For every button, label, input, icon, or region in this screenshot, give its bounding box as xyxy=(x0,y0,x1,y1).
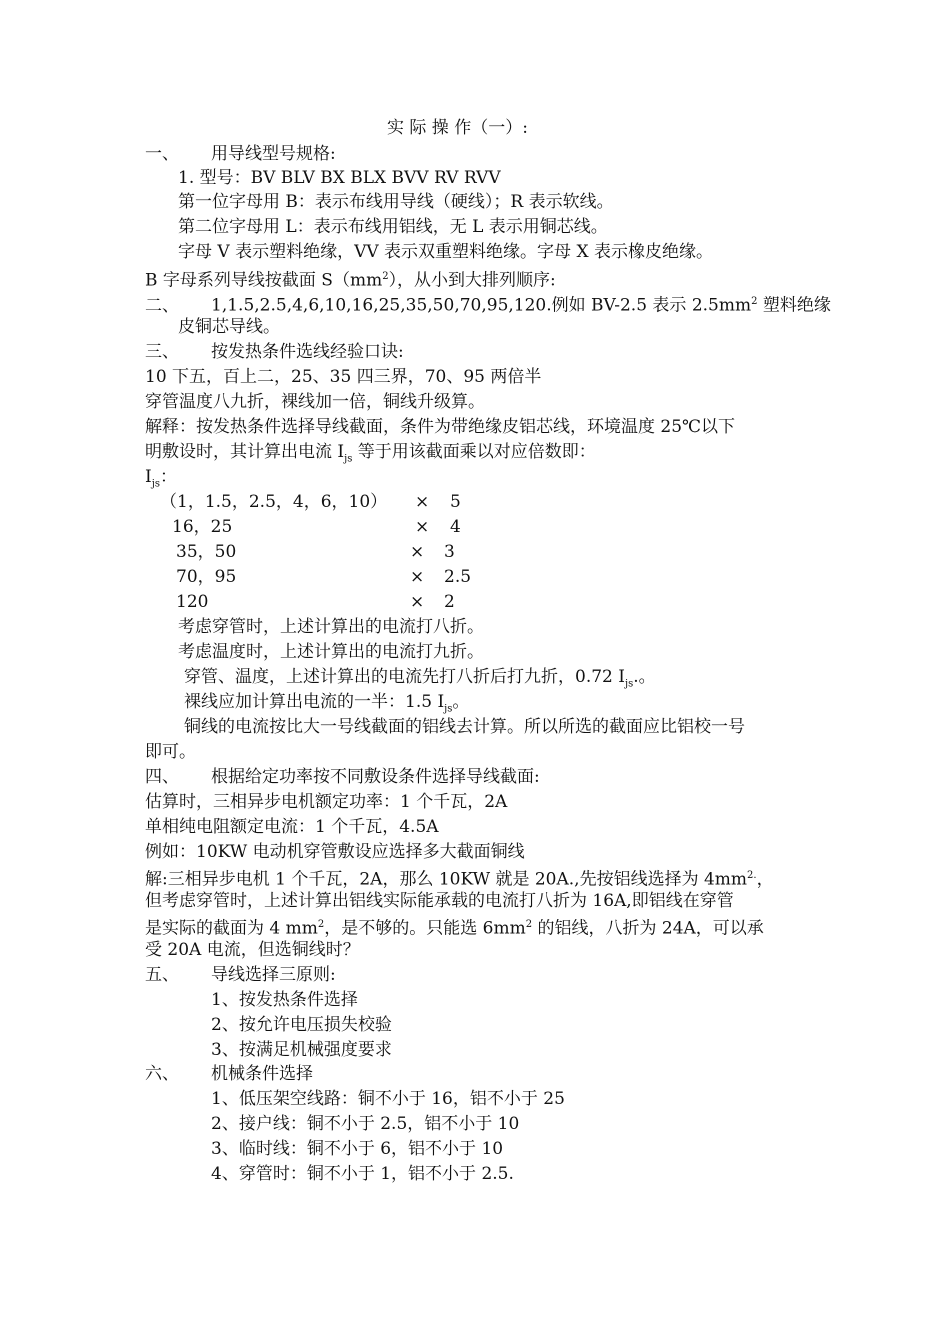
list-item: 2、按允许电压损失校验 xyxy=(211,1015,392,1035)
table-cell-times: × xyxy=(410,542,425,562)
paragraph: 第一位字母用 B：表示布线用导线（硬线）；R 表示软线。 xyxy=(178,192,614,212)
paragraph: 受 20A 电流，但选铜线时？ xyxy=(145,940,360,960)
table-row xyxy=(160,491,680,513)
text-run: B 字母系列导线按截面 S（mm xyxy=(145,270,383,291)
text-run: 穿管、温度，上述计算出的电流先打八折后打九折，0.72 I xyxy=(184,667,625,687)
list-item: 1、按发热条件选择 xyxy=(211,990,358,1010)
text-run: ， xyxy=(756,869,774,890)
paragraph: 第二位字母用 L：表示布线用铝线，无 L 表示用铜芯线。 xyxy=(178,217,608,237)
table-cell-factor: 5 xyxy=(450,492,461,512)
text-run: I xyxy=(145,467,152,487)
list-item: 4、穿管时：铜不小于 1，铝不小于 2.5. xyxy=(211,1164,514,1184)
text-run: 等于用该截面乘以对应倍数即： xyxy=(352,442,596,462)
model-label: 1. 型号： xyxy=(178,168,251,188)
section-title: 根据给定功率按不同敷设条件选择导线截面: xyxy=(211,767,540,787)
subscript: js xyxy=(151,478,160,490)
text-run: 裸线应加计算出电流的一半：1.5 I xyxy=(184,692,445,712)
superscript: 2 xyxy=(751,296,758,307)
paragraph: 估算时，三相异步电机额定功率：1 个千瓦，2A xyxy=(145,792,508,812)
text-run: ： xyxy=(159,467,177,487)
paragraph: 单相纯电阻额定电流：1 个千瓦，4.5A xyxy=(145,817,439,837)
paragraph: 皮铜芯导线。 xyxy=(178,317,280,337)
rhyme-line: 穿管温度八九折，裸线加一倍，铜线升级算。 xyxy=(145,392,485,412)
table-cell-times: × xyxy=(415,492,430,512)
paragraph: 考虑温度时，上述计算出的电流打九折。 xyxy=(178,642,484,662)
table-cell-factor: 2.5 xyxy=(444,567,472,587)
table-cell-factor: 3 xyxy=(444,542,455,562)
section-number: 五、 xyxy=(145,965,179,985)
paragraph: 考虑穿管时，上述计算出的电流打八折。 xyxy=(178,617,484,637)
paragraph: 但考虑穿管时，上述计算出铝线实际能承载的电流打八折为 16A,即铝线在穿管 xyxy=(145,891,734,911)
text-run: 。 xyxy=(452,692,470,712)
superscript: 2 xyxy=(525,919,533,930)
subscript: js xyxy=(624,678,634,690)
section-number: 一、 xyxy=(145,144,179,164)
section-2-heading xyxy=(145,291,831,317)
paragraph xyxy=(145,865,774,891)
text-run: ），从小到大排列顺序: xyxy=(388,270,556,291)
paragraph xyxy=(145,266,556,292)
paragraph xyxy=(145,914,764,940)
section-number: 六、 xyxy=(145,1064,179,1084)
paragraph: 解释：按发热条件选择导线截面，条件为带绝缘皮铝芯线，环境温度 25℃以下 xyxy=(145,417,736,437)
section-1-heading xyxy=(145,143,336,165)
table-cell-times: × xyxy=(410,592,425,612)
table-row xyxy=(176,541,696,563)
table-cell-sections: 120 xyxy=(176,592,209,612)
section-title: 按发热条件选线经验口诀: xyxy=(211,342,404,362)
table-cell-factor: 4 xyxy=(450,517,461,537)
section-6-heading xyxy=(145,1063,313,1085)
paragraph: 字母 V 表示塑料绝缘，VV 表示双重塑料绝缘。字母 X 表示橡皮绝缘。 xyxy=(178,242,713,262)
table-cell-times: × xyxy=(410,567,425,587)
subscript: js xyxy=(444,703,453,715)
text-run: 1,1.5,2.5,4,6,10,16,25,35,50,70,95,120.例如 BV-2.5 表示 2.5mm xyxy=(211,295,752,316)
section-title: 用导线型号规格: xyxy=(211,144,336,164)
list-item: 3、临时线：铜不小于 6，铝不小于 10 xyxy=(211,1139,504,1159)
superscript: 2 xyxy=(382,271,389,282)
paragraph: 铜线的电流按比大一号线截面的铝线去计算。所以所选的截面应比铝校一号 xyxy=(184,717,745,737)
table-cell-factor: 2 xyxy=(444,592,455,612)
list-item: 3、按满足机械强度要求 xyxy=(211,1040,392,1060)
list-item: 2、接户线：铜不小于 2.5，铝不小于 10 xyxy=(211,1114,520,1134)
section-number: 四、 xyxy=(145,767,179,787)
table-row xyxy=(176,566,696,588)
model-codes: BV BLV BX BLX BVV RV RVV xyxy=(250,168,501,188)
paragraph: 即可。 xyxy=(145,742,196,762)
table-cell-sections: 70，95 xyxy=(176,567,237,587)
text-run: ，是不够的。只能选 6mm xyxy=(324,918,526,939)
section-number: 二、 xyxy=(145,295,179,316)
section-number: 三、 xyxy=(145,342,179,362)
section-4-heading xyxy=(145,766,540,788)
superscript: 2. xyxy=(747,870,757,881)
section-5-heading xyxy=(145,964,336,986)
list-item: 1、低压架空线路：铜不小于 16，铝不小于 25 xyxy=(211,1089,565,1109)
section-title: 导线选择三原则: xyxy=(211,965,336,985)
table-row xyxy=(172,516,692,538)
paragraph xyxy=(145,441,596,470)
text-run: 塑料绝缘 xyxy=(757,295,831,316)
table-row xyxy=(176,591,696,613)
text-run: 是实际的截面为 4 mm xyxy=(145,918,318,939)
section-title: 机械条件选择 xyxy=(211,1064,313,1084)
table-cell-times: × xyxy=(415,517,430,537)
document-title: 实 际 操 作（一）: xyxy=(387,118,528,138)
table-cell-sections: 16，25 xyxy=(172,517,233,537)
table-cell-sections: （1，1.5，2.5，4，6，10） xyxy=(160,492,388,512)
model-list xyxy=(178,167,501,189)
paragraph: 例如：10KW 电动机穿管敷设应选择多大截面铜线 xyxy=(145,842,525,862)
rhyme-line: 10 下五，百上二，25、35 四三界，70、95 两倍半 xyxy=(145,367,542,387)
text-run: .。 xyxy=(633,667,656,687)
table-cell-sections: 35，50 xyxy=(176,542,237,562)
superscript: 2 xyxy=(317,919,325,930)
text-run: 解:三相异步电机 1 个千瓦，2A，那么 10KW 就是 20A.,先按铝线选择为 4mm xyxy=(145,869,748,890)
section-3-heading xyxy=(145,341,404,363)
text-run: 的铝线，八折为 24A，可以承 xyxy=(532,918,764,939)
subscript: js xyxy=(344,453,353,465)
text-run: 明敷设时，其计算出电流 I xyxy=(145,442,345,462)
